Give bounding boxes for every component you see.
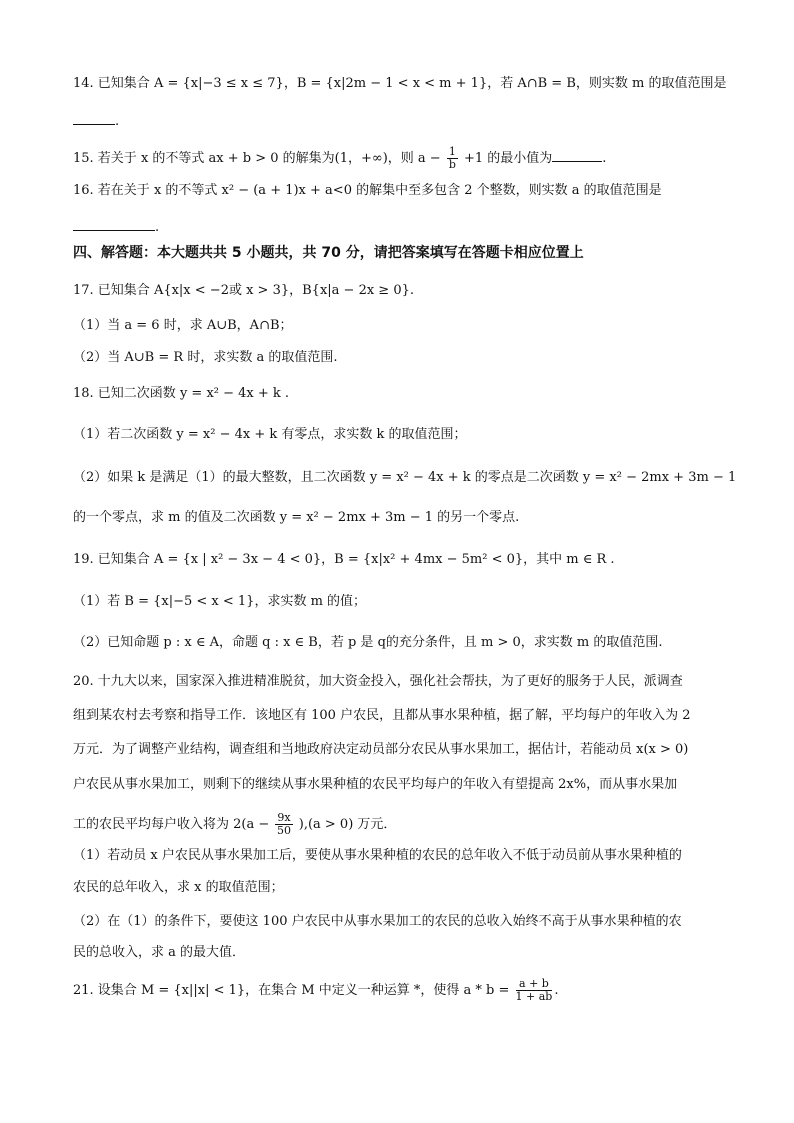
q21-fraction-num: a + b [516, 978, 553, 991]
q19-part2: （2）已知命题 p : x ∈ A，命题 q : x ∈ B，若 p 是 q的充分条件，且 m > 0，求实数 m 的取值范围. [73, 635, 663, 650]
q15-text-a: 15. 若关于 x 的不等式 ax + b > 0 的解集为(1，+∞)，则 a − [73, 151, 441, 166]
answer-blank [552, 149, 602, 162]
q16-period: . [155, 220, 160, 235]
q19-text: 19. 已知集合 A = {x | x² − 3x − 4 < 0}，B = {x|x² + 4mx − 5m² < 0}，其中 m ∈ R . [73, 552, 615, 567]
q17-part2: （2）当 A∪B = R 时，求实数 a 的取值范围. [73, 350, 338, 365]
q17-text: 17. 已知集合 A{x|x < −2或 x > 3}，B{x|a − 2x ≥ 0}. [73, 283, 415, 298]
q18-text: 18. 已知二次函数 y = x² − 4x + k . [73, 386, 290, 401]
q18-part2: （2）如果 k 是满足（1）的最大整数，且二次函数 y = x² − 4x + k 的零点是二次函数 y = x² − 2mx + 3m − 1 [73, 470, 737, 485]
q20-text-4: 户农民从事水果加工，则剩下的继续从事水果种植的农民平均每户的年收入有望提高 2x%，而从事水果加 [73, 777, 678, 792]
q20-fraction-den: 50 [277, 824, 291, 837]
q21-text-a: 21. 设集合 M = {x||x| < 1}，在集合 M 中定义一种运算 *，使得 a * b = [73, 983, 510, 998]
answer-blank [73, 218, 155, 231]
q20-text-1: 20. 十九大以来，国家深入推进精准脱贫，加大资金投入，强化社会帮扶，为了更好的服务于人民，派调查 [73, 674, 683, 689]
q17-part1: （1）当 a = 6 时，求 A∪B，A∩B； [73, 318, 293, 333]
q14-answer-line [73, 112, 119, 130]
q16-text: 16. 若在关于 x 的不等式 x² − (a + 1)x + a<0 的解集中至多包含 2 个整数，则实数 a 的取值范围是 [73, 183, 662, 198]
q20-text-5 [73, 812, 396, 837]
q20-part2: （2）在（1）的条件下，要使这 100 户农民中从事水果加工的农民的总收入始终不高于从事水果种植的农 [73, 914, 682, 929]
section-heading: 四、解答题：本大题共共 5 小题共，共 70 分，请把答案填写在答题卡相应位置上 [73, 245, 584, 261]
answer-blank [73, 112, 115, 125]
q14-text: 14. 已知集合 A = {x|−3 ≤ x ≤ 7}，B = {x|2m − 1 < x < m + 1}，若 A∩B = B，则实数 m 的取值范围是 [73, 76, 727, 91]
q20-part1: （1）若动员 x 户农民从事水果加工后，要使从事水果种植的农民的总年收入不低于动员前从事水果种植的 [73, 848, 682, 863]
q21-line [73, 978, 558, 1003]
q15-period: . [602, 151, 607, 166]
q20-part1-cont: 农民的总年收入，求 x 的取值范围； [73, 880, 284, 895]
q20-text-5b: ),(a > 0) 万元． [298, 817, 397, 832]
q18-part1: （1）若二次函数 y = x² − 4x + k 有零点，求实数 k 的取值范围； [73, 427, 467, 442]
q14-period: . [115, 114, 120, 129]
q20-text-5a: 工的农民平均每户收入将为 2(a − [73, 817, 270, 832]
q20-fraction-num: 9x [277, 811, 291, 824]
q20-part2-cont: 民的总收入，求 a 的最大值． [73, 945, 246, 960]
q18-part2-cont: 的一个零点，求 m 的值及二次函数 y = x² − 2mx + 3m − 1 的另一个零点. [73, 510, 520, 525]
q15-line [73, 146, 606, 171]
q20-text-2: 组到某农村去考察和指导工作．该地区有 100 户农民，且都从事水果种植，据了解，平均每户的年收入为 2 [73, 708, 691, 723]
q15-fraction-den: b [448, 158, 456, 171]
q20-text-3: 万元．为了调整产业结构，调查组和当地政府决定动员部分农民从事水果加工，据估计，若能动员 x(x > 0) [73, 742, 689, 757]
q19-part1: （1）若 B = {x|−5 < x < 1}，求实数 m 的值； [73, 594, 367, 609]
q15-fraction-num: 1 [448, 145, 456, 158]
q16-answer-line [73, 218, 159, 236]
q21-period: . [554, 983, 559, 998]
q21-fraction [516, 978, 553, 1003]
q21-fraction-den: 1 + ab [515, 990, 553, 1003]
q15-text-b: +1 的最小值为 [463, 151, 553, 166]
q20-fraction [275, 812, 292, 837]
q15-fraction [447, 146, 458, 171]
